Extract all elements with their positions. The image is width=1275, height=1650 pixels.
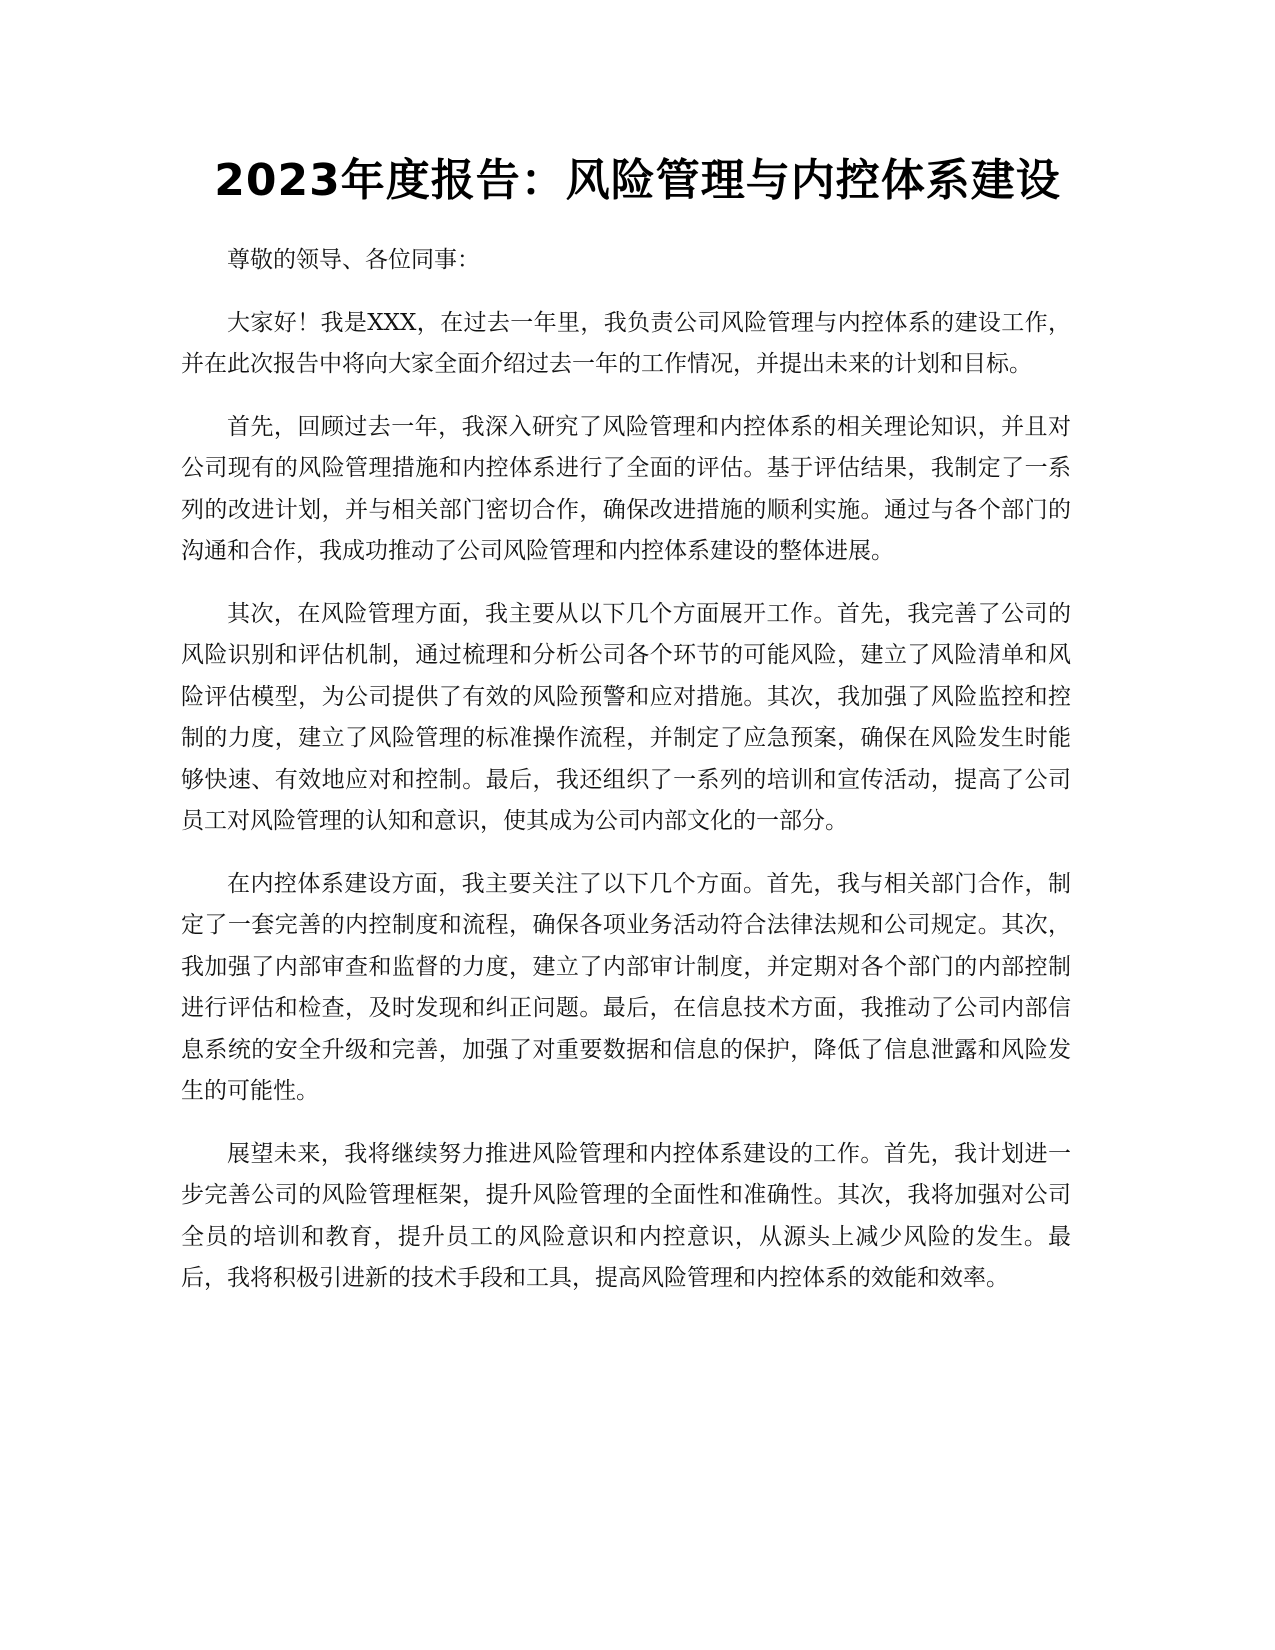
review-paragraph: 首先，回顾过去一年，我深入研究了风险管理和内控体系的相关理论知识，并且对公司现有的风险管理措施和内控体系进行了全面的评估。基于评估结果，我制定了一系列的改进计划，并与相关部门密切合作，确保改进措施的顺利实施。通过与各个部门的沟通和合作，我成功推动了公司风险管理和内控体系建设的整体进展。 bbox=[181, 413, 1071, 564]
document-title: 2023年度报告：风险管理与内控体系建设 bbox=[214, 155, 1061, 206]
risk-management-paragraph: 其次，在风险管理方面，我主要从以下几个方面展开工作。首先，我完善了公司的风险识别和评估机制，通过梳理和分析公司各个环节的可能风险，建立了风险清单和风险评估模型，为公司提供了有效的风险预警和应对措施。其次，我加强了风险监控和控制的力度，建立了风险管理的标准操作流程，并制定了应急预案，确保在风险发生时能够快速、有效地应对和控制。最后，我还组织了一系列的培训和宣传活动，提高了公司员工对风险管理的认知和意识，使其成为公司内部文化的一部分。 bbox=[181, 600, 1071, 834]
salutation-paragraph: 尊敬的领导、各位同事： bbox=[227, 247, 480, 273]
internal-control-paragraph: 在内控体系建设方面，我主要关注了以下几个方面。首先，我与相关部门合作，制定了一套完善的内控制度和流程，确保各项业务活动符合法律法规和公司规定。其次，我加强了内部审查和监督的力度，建立了内部审计制度，并定期对各个部门的内部控制进行评估和检查，及时发现和纠正问题。最后，在信息技术方面，我推动了公司内部信息系统的安全升级和完善，加强了对重要数据和信息的保护，降低了信息泄露和风险发生的可能性。 bbox=[181, 870, 1071, 1104]
outlook-paragraph: 展望未来，我将继续努力推进风险管理和内控体系建设的工作。首先，我计划进一步完善公司的风险管理框架，提升风险管理的全面性和准确性。其次，我将加强对公司全员的培训和教育，提升员工的风险意识和内控意识，从源头上减少风险的发生。最后，我将积极引进新的技术手段和工具，提高风险管理和内控体系的效能和效率。 bbox=[181, 1140, 1071, 1291]
intro-paragraph: 大家好！我是XXX，在过去一年里，我负责公司风险管理与内控体系的建设工作，并在此次报告中将向大家全面介绍过去一年的工作情况，并提出未来的计划和目标。 bbox=[181, 309, 1071, 377]
document-body bbox=[181, 240, 1071, 1321]
